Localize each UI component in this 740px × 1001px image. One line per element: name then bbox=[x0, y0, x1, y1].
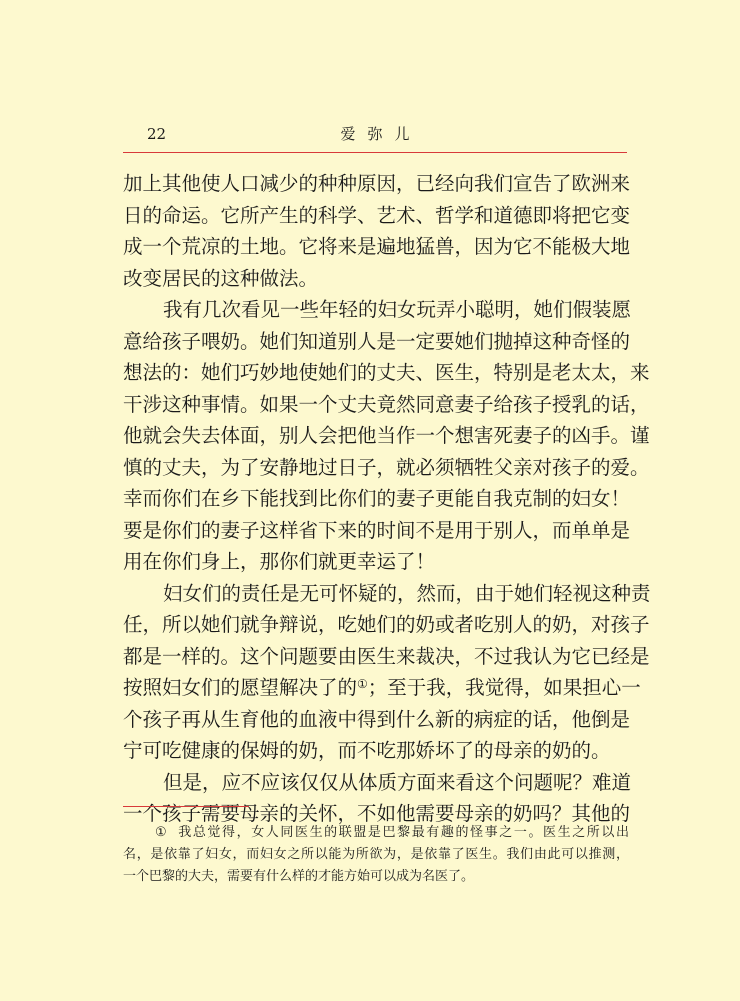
text-line: 幸而你们在乡下能找到比你们的妻子更能自我克制的妇女！ bbox=[123, 487, 631, 510]
header-rule bbox=[123, 152, 627, 153]
text-line: 成一个荒凉的土地。它将来是遍地猛兽，因为它不能极大地 bbox=[123, 235, 631, 258]
footnote-line: 一个巴黎的大夫，需要有什么样的才能方始可以成为名医了。 bbox=[123, 869, 475, 884]
text-line: 他就会失去体面，别人会把他当作一个想害死妻子的凶手。谨 bbox=[123, 424, 650, 447]
text-segment: 按照妇女们的愿望解决了的 bbox=[123, 676, 358, 699]
text-line: 任，所以她们就争辩说，吃她们的奶或者吃别人的奶，对孩子 bbox=[123, 613, 650, 636]
text-line: 我有几次看见一些年轻的妇女玩弄小聪明，她们假装愿 bbox=[163, 298, 632, 321]
footnote-marker: ① bbox=[155, 825, 169, 840]
text-line: 但是，应不应该仅仅从体质方面来看这个问题呢？难道 bbox=[163, 770, 632, 794]
footnote-line: 名，是依靠了妇女，而妇女之所以能为所欲为，是依靠了医生。我们由此可以推测， bbox=[123, 847, 629, 862]
footnote-text: 我总觉得，女人同医生的联盟是巴黎最有趣的怪事之一。医生之所以出 bbox=[178, 825, 629, 840]
footnote bbox=[123, 822, 629, 888]
text-segment: ；至于我，我觉得，如果担心一 bbox=[367, 676, 641, 699]
text-line: 妇女们的责任是无可怀疑的，然而，由于她们轻视这种责 bbox=[163, 581, 651, 605]
footnote-rule bbox=[123, 806, 249, 807]
footnote-line bbox=[123, 822, 629, 844]
page-header bbox=[123, 124, 627, 152]
text-line: 改变居民的这种做法。 bbox=[123, 266, 319, 290]
text-line: 宁可吃健康的保姆的奶，而不吃那娇坏了的母亲的奶的。 bbox=[123, 739, 611, 762]
text-line: 一个孩子需要母亲的关怀，不如他需要母亲的奶吗？其他的 bbox=[123, 802, 631, 825]
text-line: 慎的丈夫，为了安静地过日子，就必须牺牲父亲对孩子的爱。 bbox=[123, 455, 650, 479]
text-line: 想法的：她们巧妙地使她们的丈夫、医生，特别是老太太，来 bbox=[123, 361, 650, 384]
text-line: 要是你们的妻子这样省下来的时间不是用于别人，而单单是 bbox=[123, 518, 631, 542]
text-line: 日的命运。它所产生的科学、艺术、哲学和道德即将把它变 bbox=[123, 203, 631, 227]
text-line: 个孩子再从生育他的血液中得到什么新的病症的话，他倒是 bbox=[123, 707, 631, 731]
text-line: 都是一样的。这个问题要由医生来裁决，不过我认为它已经是 bbox=[123, 644, 650, 668]
text-line: 用在你们身上，那你们就更幸运了！ bbox=[123, 550, 436, 573]
footnote-reference[interactable]: ① bbox=[357, 677, 368, 691]
body-text bbox=[123, 168, 651, 830]
text-line: 意给孩子喂奶。她们知道别人是一定要她们抛掉这种奇怪的 bbox=[123, 329, 631, 353]
text-line: 干涉这种事情。如果一个丈夫竟然同意妻子给孩子授乳的话， bbox=[123, 392, 650, 416]
page-number: 22 bbox=[147, 125, 167, 143]
text-line-with-note bbox=[123, 672, 641, 704]
running-title: 爱弥儿 bbox=[340, 125, 422, 143]
text-line: 加上其他使人口减少的种种原因，已经向我们宣告了欧洲来 bbox=[123, 172, 631, 195]
